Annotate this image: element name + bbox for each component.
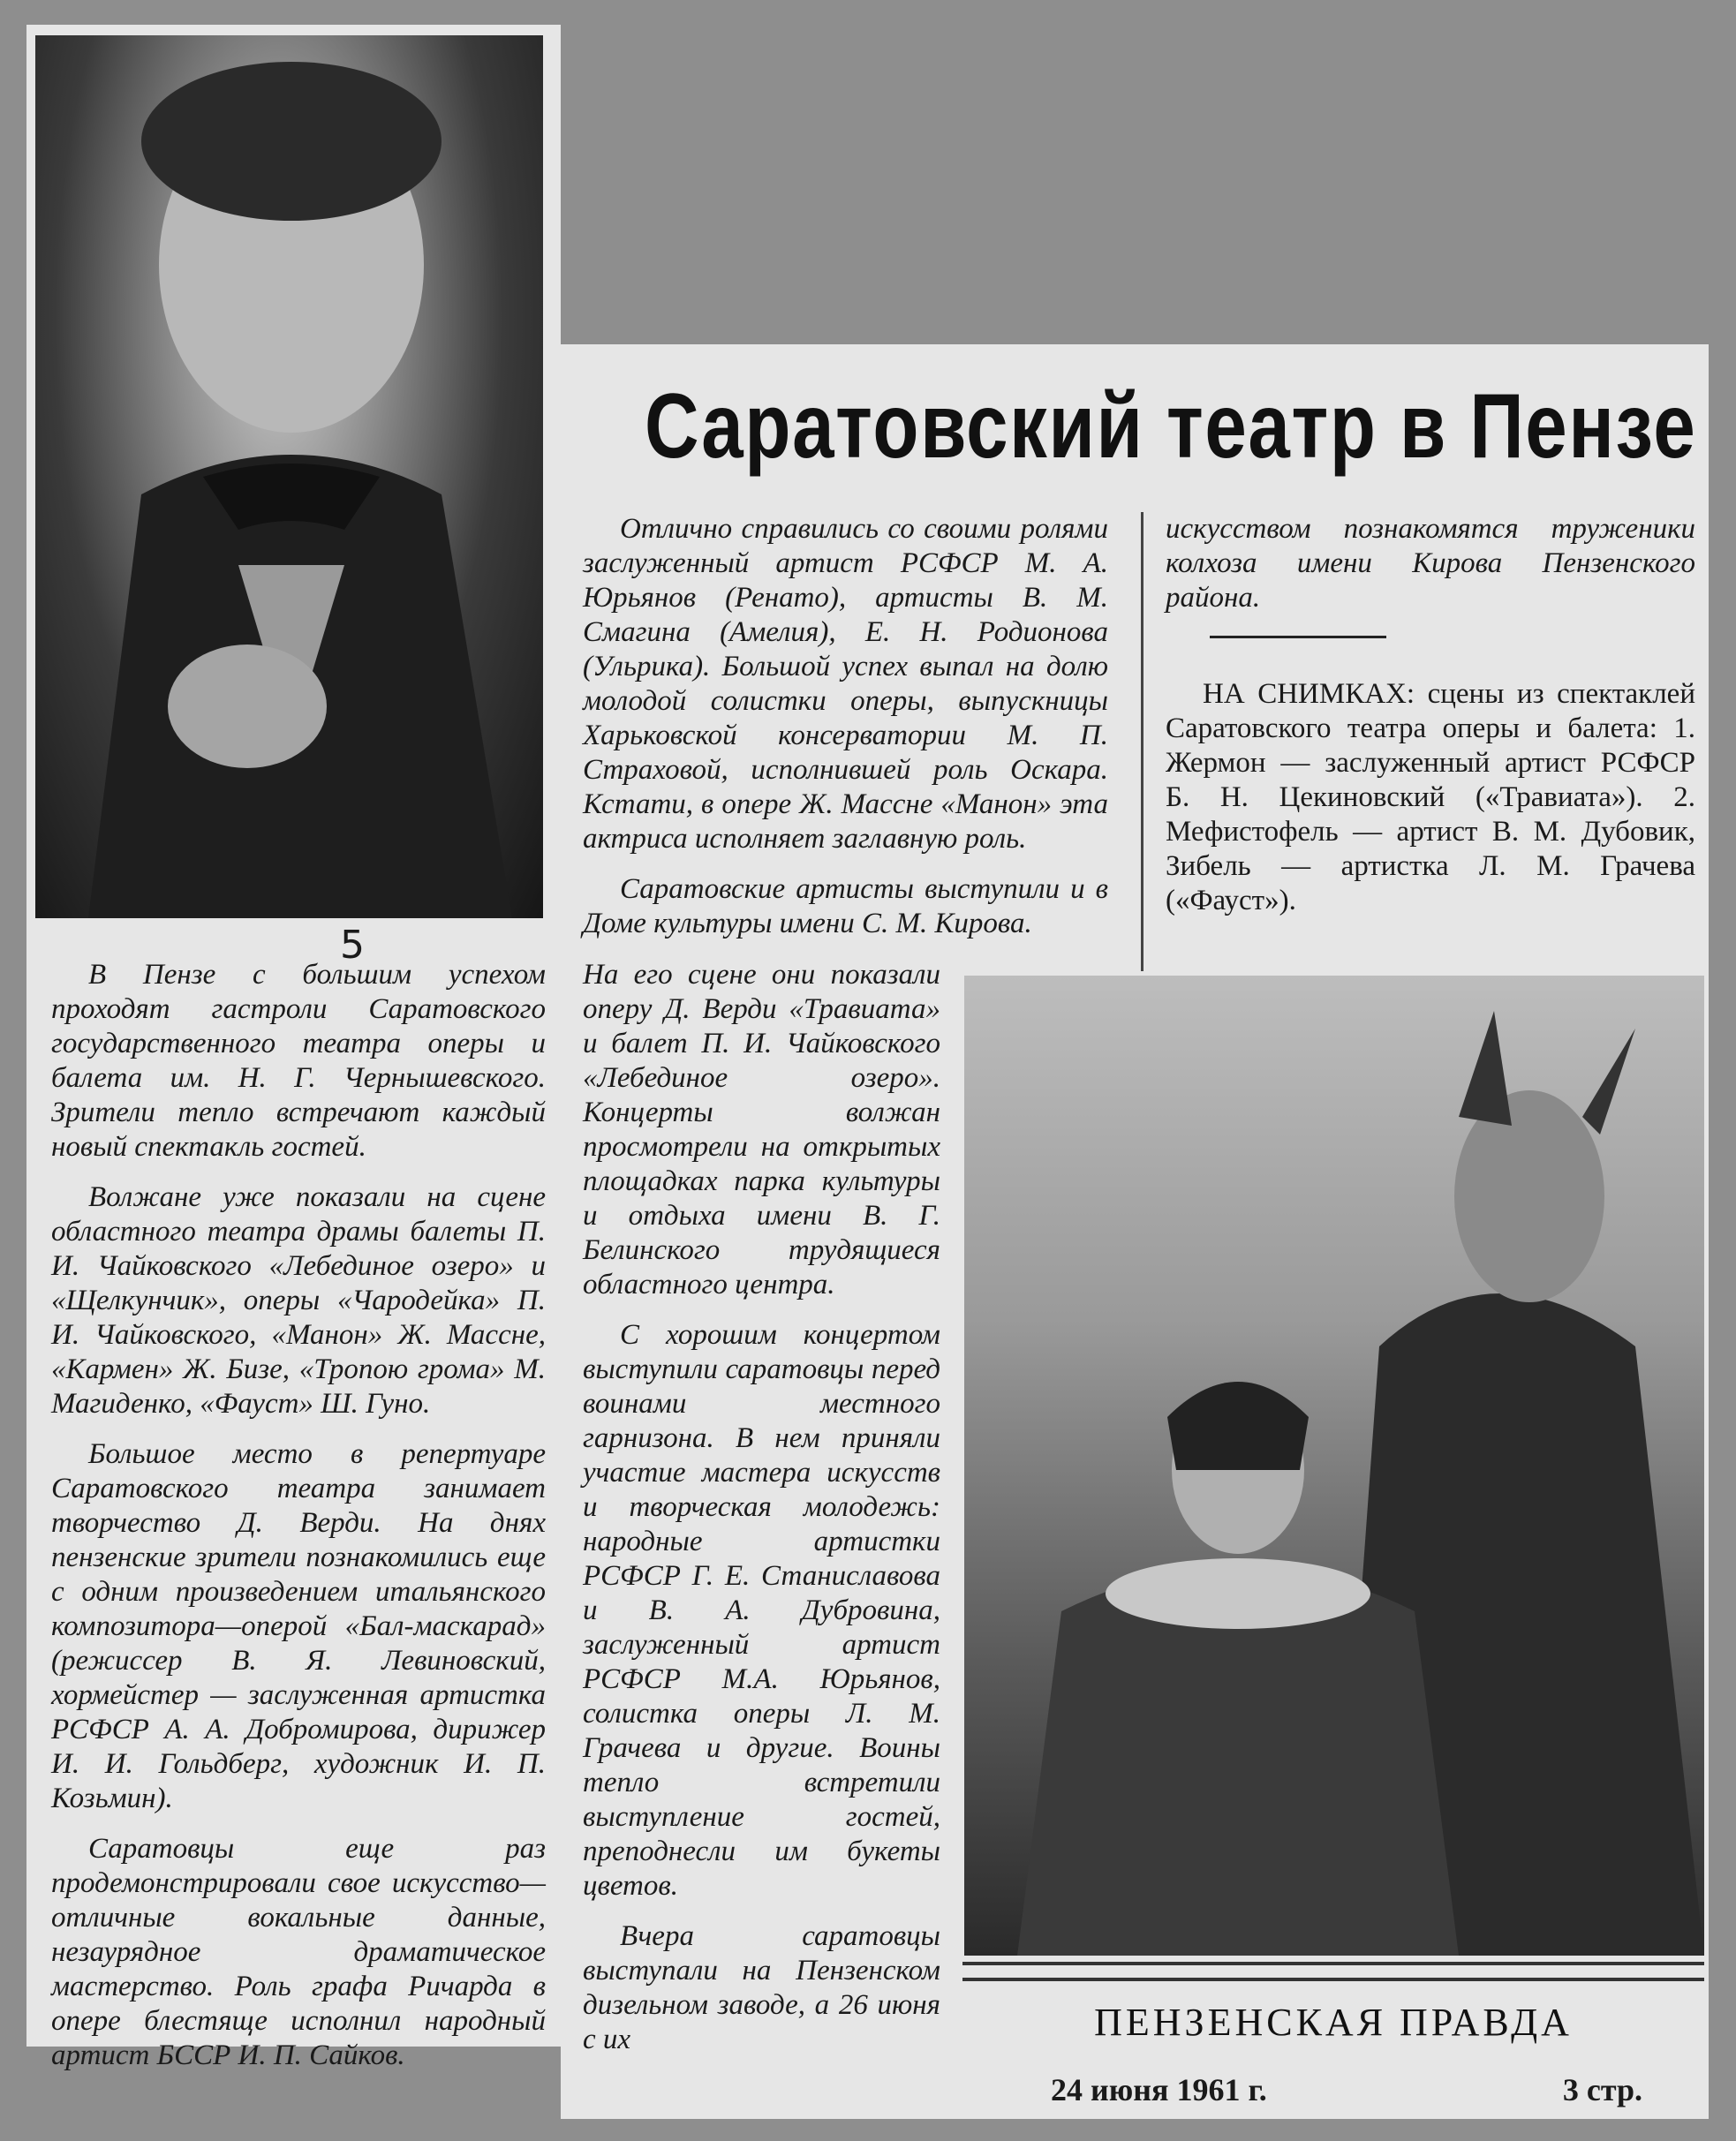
page-number: 3 стр. [1562,2072,1642,2107]
photo-zhermon [35,35,543,918]
paragraph: Волжане уже показали на сцене областного театра драмы балеты П. И. Чайковского «Лебединое озеро» и «Щелкунчик», оперы «Чародейка» П. И. Чайковского, «Манон» Ж. Массне, «Кармен» Ж. Бизе, «Тропою грома» М. Магиденко, «Фауст» Ш. Гуно. [51,1181,546,1420]
paragraph: Саратовцы еще раз продемонстрировали свое искусство—отличные вокальные данные, незаурядное драматическое мастерство. Роль графа Ричарда в опере блестяще исполнил народный артист БССР И. П. Сайков. [51,1833,546,2071]
masthead-rule [962,1962,1704,1981]
column-divider [1141,512,1143,971]
paragraph: В Пензе с большим успехом проходят гастроли Саратовского государственного театра оперы и балета им. Н. Г. Чернышевского. Зрители тепло встречают каждый новый спектакль гостей. [51,959,546,1163]
column-2-top [583,512,1108,957]
photo-caption: НА СНИМКАХ: сцены из спектаклей Саратовского театра оперы и балета: 1. Жермон — заслуженный артист РСФСР Б. Н. Цекиновский («Травиата»). 2. Мефистофель — артист В. М. Дубовик, Зибель — артистка Л. М. Грачева («Фауст»). [1166,678,1695,916]
paragraph: искусством познакомятся труженики колхоза имени Кирова Пензенского района. [1166,513,1695,614]
paragraph: Саратовские артисты выступили и в Доме культуры имени С. М. Кирова. [583,873,1108,939]
column-2-bottom [583,958,940,2073]
paragraph: Вчера саратовцы выступали на Пензенском дизельном заводе, а 26 июня с их [583,1920,940,2055]
column-3 [1166,512,1695,934]
masthead [962,1962,1704,2110]
paragraph: На его сцене они показали оперу Д. Верди «Травиата» и балет П. И. Чайковского «Лебединое озеро». Концерты волжан просмотрели на открытых площадках парка культуры и отдыха имени В. Г. Белинского трудящиеся областного центра. [583,959,940,1300]
handwritten-mark: 5 [340,923,365,968]
paragraph: С хорошим концертом выступили саратовцы перед воинами местного гарнизона. В нем приняли участие мастера искусств и творческая молодежь: народные артистки РСФСР Г. Е. Станиславова и В. А. Дубровина, заслуженный артист РСФСР М.А. Юрьянов, солистка оперы Л. М. Грачева и другие. Воины тепло встретили выступление гостей, преподнесли им букеты цветов. [583,1319,940,1902]
section-rule [1210,636,1386,638]
column-1 [51,958,546,2089]
paragraph: Большое место в репертуаре Саратовского театра занимает творчество Д. Верди. На днях пензенские зрители познакомились еще с одним произведением итальянского композитора—оперой «Бал-маскарад» (режиссер В. Я. Левиновский, хормейстер — заслуженная артистка РСФСР А. А. Добромирова, дирижер И. И. Гольдберг, художник И. П. Козьмин). [51,1438,546,1814]
issue-date: 24 июня 1961 г. [1051,2072,1267,2107]
dateline [962,2071,1704,2110]
headline: Саратовский театр в Пензе [645,375,1697,478]
newspaper-name: ПЕНЗЕНСКАЯ ПРАВДА [1094,2001,1573,2044]
paragraph: Отлично справились со своими ролями заслуженный артист РСФСР М. А. Юрьянов (Ренато), артисты В. М. Смагина (Амелия), Е. Н. Родионова (Ульрика). Большой успех выпал на долю молодой солистки оперы, выпускницы Харьковской консерватории М. П. Страховой, исполнившей роль Оскара. Кстати, в опере Ж. Массне «Манон» эта актриса исполняет заглавную роль. [583,513,1108,855]
photo-faust-scene [964,976,1704,1956]
